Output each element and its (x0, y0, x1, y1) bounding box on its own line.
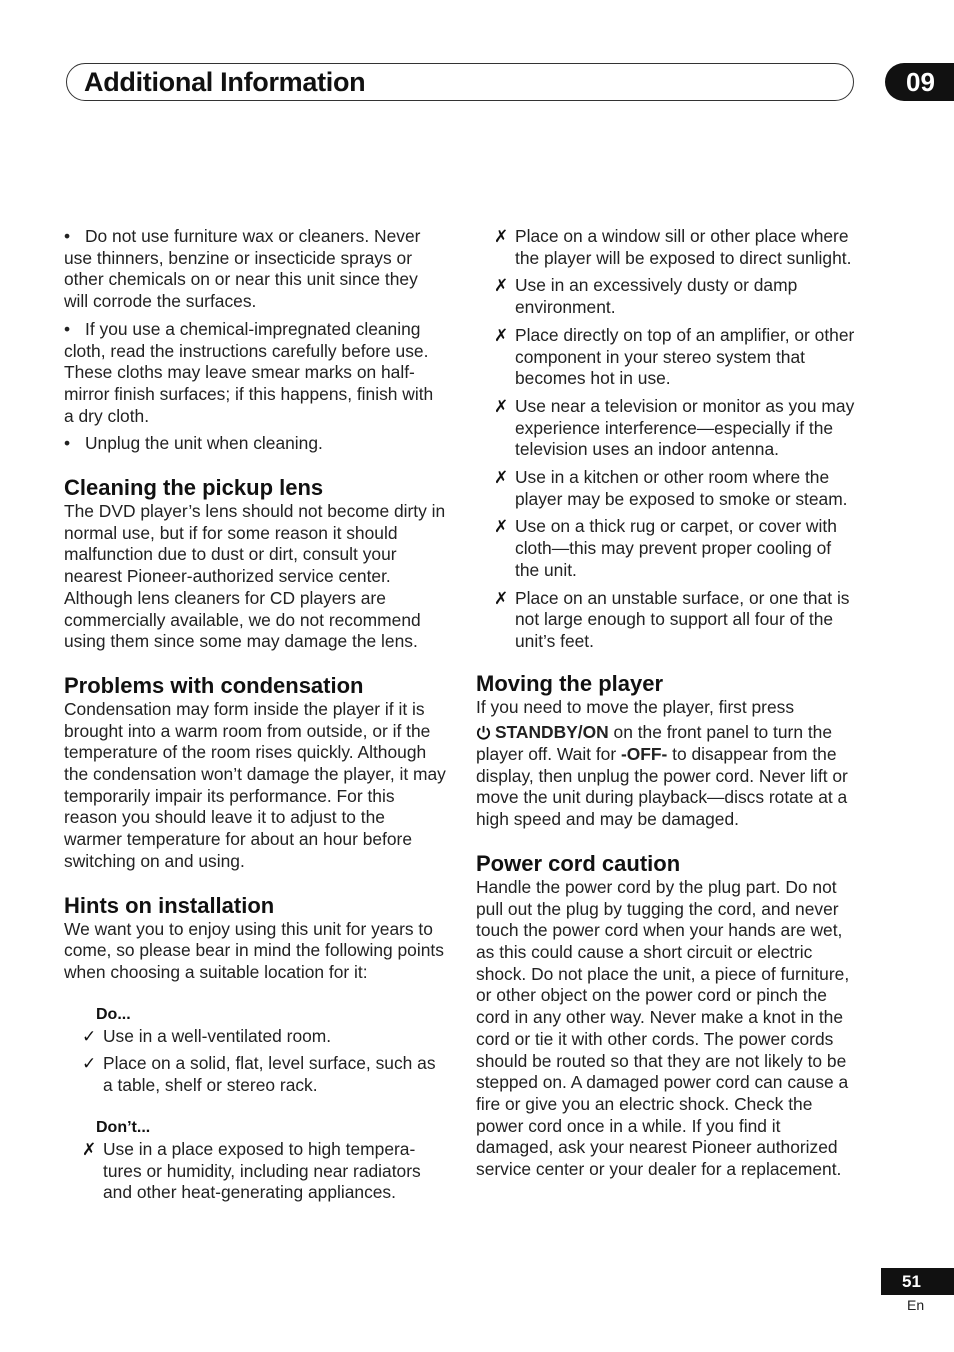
cross-icon: ✗ (494, 325, 509, 345)
bullet-icon: • (64, 226, 71, 246)
cross-icon: ✗ (494, 468, 509, 488)
condensation-heading: Problems with condensation (64, 672, 364, 698)
page-number: 51 (881, 1268, 954, 1295)
cross-icon: ✗ (494, 276, 509, 296)
dont-item: ✗ Use on a thick rug or carpet, or cover with cloth—this may prevent proper cooling of the unit. (494, 516, 837, 580)
bullet-icon: • (64, 433, 71, 454)
bullet-item: • If you use a chemical-impregnated cleaning cloth, read the instructions carefully before use. These cloths may leave smear marks on half-mirror finish surfaces; if this happens, finish with a dry cloth. (64, 318, 434, 426)
bullet-item: • Unplug the unit when cleaning. (64, 433, 323, 454)
dont-label: Don’t... (96, 1118, 151, 1136)
installation-body: We want you to enjoy using this unit for years to come, so please bear in mind the following points when choosing a suitable location for it: (64, 918, 444, 982)
moving-body: STANDBY/ON on the front panel to turn the player off. Wait for -OFF- to disappear from the display, then unplug the power cord. Never lift or move the unit during playback—discs rotate at a high speed and may be damaged. (476, 722, 848, 830)
power-icon (476, 725, 491, 740)
moving-heading: Moving the player (476, 670, 664, 696)
cross-icon: ✗ (494, 396, 509, 416)
dont-item: ✗ Place on an unstable surface, or one that is not large enough to support all four of the unit’s feet. (494, 587, 850, 651)
do-item: ✓ Use in a well-ventilated room. (82, 1025, 332, 1046)
power-cord-heading: Power cord caution (476, 850, 681, 876)
condensation-body: Condensation may form inside the player if it is brought into a warm room from outside, or if the temperature of the room rises quickly. Although the condensation won’t damage the player, it may temporarily impair its performance. For this reason you should leave it to adjust to the warmer temperature for about an hour before switching on and using. (64, 698, 446, 871)
off-indicator-label: -OFF- (620, 744, 668, 765)
standby-on-label: STANDBY/ON (495, 722, 609, 743)
power-cord-body: Handle the power cord by the plug part. Do not pull out the plug by tugging the cord, and never touch the power cord when your hands are wet, as this could cause a short circuit or electric shock. Do not place the unit, a piece of furniture, or other object on the power cord or pinch the cord in any other way. Never make a knot in the cord or tie it with other cords. The power cords should be routed so that they are not likely to be stepped on. A damaged power cord can cause a fire or give you an electric shock. Check the power cord once in a while. If you find it damaged, ask your nearest Pioneer authorized service center or your dealer for a replacement. (476, 876, 850, 1180)
dont-item: ✗ Use in a kitchen or other room where the player may be exposed to smoke or steam. (494, 467, 848, 509)
cleaning-body: The DVD player’s lens should not become dirty in normal use, but if for some reason it should malfunction due to dust or dirt, consult your nearest Pioneer-authorized service center. Although lens cleaners for CD players are commercially available, we do not recommend using them since some may damage the lens. (64, 501, 446, 652)
page-title: Additional Information (84, 67, 366, 97)
bullet-item: • Do not use furniture wax or cleaners. Never use thinners, benzine or insecticide sprays or other chemicals on or near this unit since they will corrode the surfaces. (64, 226, 421, 312)
do-label: Do... (96, 1005, 131, 1023)
right-column (476, 226, 858, 1181)
dont-item: ✗ Use near a television or monitor as you may experience interference—especially if the television uses an indoor antenna. (494, 395, 855, 460)
chapter-number-tab: 09 (885, 63, 954, 101)
cross-icon: ✗ (494, 517, 509, 537)
do-item: ✓ Place on a solid, flat, level surface, such as a table, shelf or stereo rack. (82, 1053, 436, 1096)
cross-icon: ✗ (494, 588, 509, 608)
moving-intro: If you need to move the player, first press (476, 696, 795, 717)
dont-item: ✗ Place directly on top of an amplifier, or other component in your stereo system that becomes hot in use. (494, 324, 855, 389)
cross-icon: ✗ (494, 227, 509, 246)
cross-icon: ✗ (82, 1139, 97, 1159)
dont-item: ✗ Use in a place exposed to high tempera-tures or humidity, including near radiators and other heat-generating appliances. (82, 1138, 421, 1203)
dont-item: ✗ Use in an excessively dusty or damp environment. (494, 275, 798, 318)
dont-item: ✗ Place on a window sill or other place where the player will be exposed to direct sunlight. (494, 226, 852, 268)
installation-heading: Hints on installation (64, 892, 275, 918)
check-icon: ✓ (82, 1054, 97, 1074)
check-icon: ✓ (82, 1026, 97, 1046)
left-column (64, 226, 446, 1210)
cleaning-heading: Cleaning the pickup lens (64, 475, 324, 501)
bullet-icon: • (64, 318, 71, 339)
language-label: En (907, 1297, 925, 1313)
